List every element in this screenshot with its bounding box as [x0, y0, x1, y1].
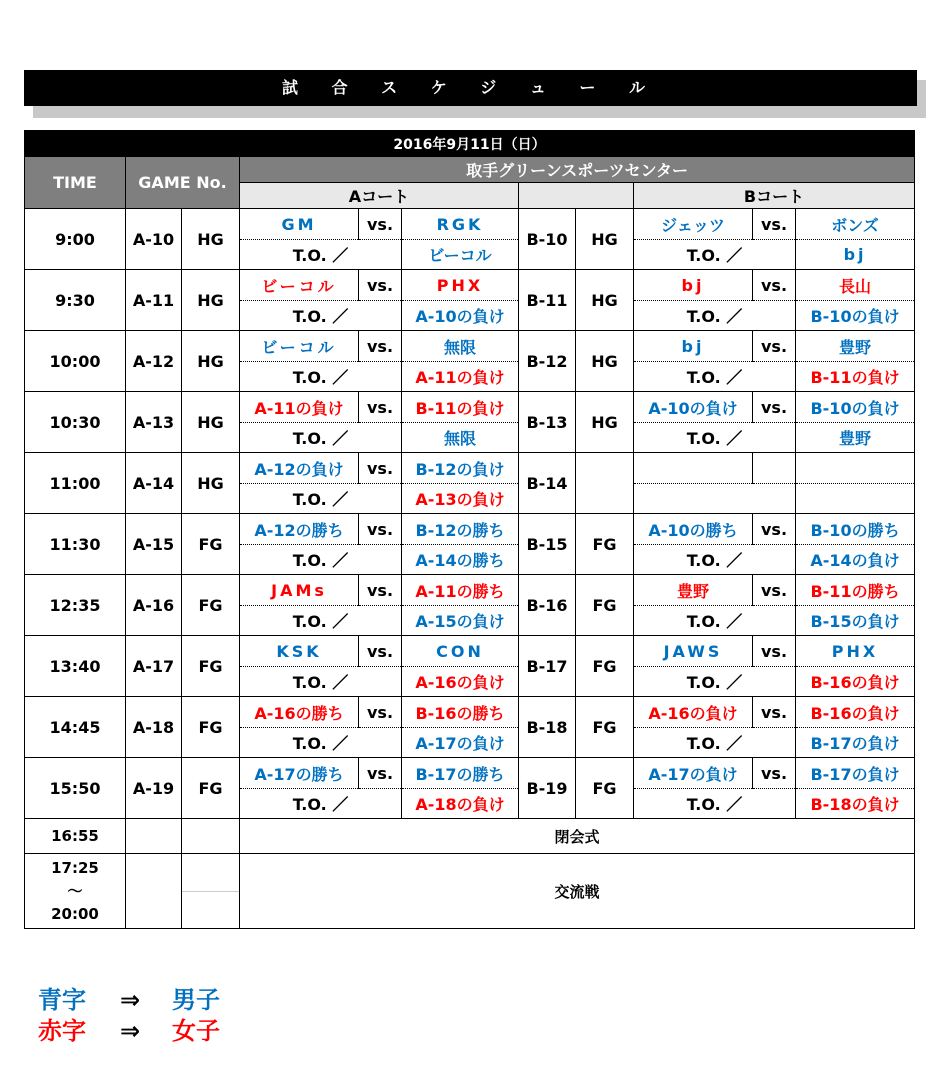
court-b-team-left: A-16の負け — [634, 697, 753, 728]
legend-red-text: 赤字 — [38, 1017, 86, 1045]
legend-men: 男子 — [172, 986, 220, 1014]
court-a-table-official: A-11の負け — [402, 362, 519, 392]
page-title: 試 合 ス ケ ジ ュ ー ル — [24, 70, 917, 106]
color-legend — [38, 985, 220, 1047]
vs-label: vs. — [359, 514, 402, 545]
court-a-table-official: A-10の負け — [402, 301, 519, 331]
court-b-team-left: A-10の勝ち — [634, 514, 753, 545]
game-type-cell: FG — [182, 514, 240, 575]
arrow-icon: ⇒ — [119, 1017, 141, 1045]
court-b-team-right: B-16の負け — [796, 697, 915, 728]
court-a-team-right: B-11の負け — [402, 392, 519, 423]
vs-label: vs. — [753, 270, 796, 301]
table-official-label: T.O. ／ — [240, 545, 402, 575]
table-row — [25, 697, 915, 728]
time-text: ～ — [67, 881, 83, 900]
table-official-label: T.O. ／ — [634, 362, 796, 392]
game-no-cell: B-16 — [519, 575, 576, 636]
court-a-team-left: GM — [240, 209, 359, 240]
court-a-team-left: ビーコル — [240, 331, 359, 362]
court-a-team-right: B-16の勝ち — [402, 697, 519, 728]
table-row — [25, 854, 915, 929]
court-b-header: Bコート — [634, 183, 915, 209]
table-official-label: T.O. ／ — [634, 667, 796, 697]
game-no-cell: B-12 — [519, 331, 576, 392]
vs-label: vs. — [359, 392, 402, 423]
court-b-team-left: A-17の負け — [634, 758, 753, 789]
arrow-icon: ⇒ — [119, 986, 141, 1014]
table-official-label: T.O. ／ — [634, 606, 796, 636]
table-official-label — [634, 484, 796, 514]
court-a-team-right: B-17の勝ち — [402, 758, 519, 789]
court-b-table-official: bj — [796, 240, 915, 270]
game-type-cell: FG — [576, 575, 634, 636]
court-a-table-official: A-14の勝ち — [402, 545, 519, 575]
court-b-table-official: B-15の負け — [796, 606, 915, 636]
court-b-team-right: B-10の勝ち — [796, 514, 915, 545]
court-a-table-official: A-13の負け — [402, 484, 519, 514]
game-type-cell: FG — [182, 636, 240, 697]
court-a-team-right: 無限 — [402, 331, 519, 362]
table-row — [25, 270, 915, 301]
game-no-cell: A-14 — [126, 453, 182, 514]
legend-row-blue — [38, 985, 220, 1016]
time-cell: 9:00 — [25, 209, 126, 270]
game-type-cell: HG — [182, 453, 240, 514]
table-official-label: T.O. ／ — [240, 728, 402, 758]
court-a-team-left: A-17の勝ち — [240, 758, 359, 789]
time-cell: 9:30 — [25, 270, 126, 331]
game-no-cell: A-17 — [126, 636, 182, 697]
vs-label: vs. — [359, 209, 402, 240]
game-no-cell — [126, 819, 182, 854]
vs-label: vs. — [753, 514, 796, 545]
vs-label: vs. — [359, 270, 402, 301]
time-cell: 13:40 — [25, 636, 126, 697]
court-a-team-left: JAMs — [240, 575, 359, 606]
game-no-header: GAME No. — [126, 157, 240, 209]
court-b-table-official — [796, 484, 915, 514]
table-official-label: T.O. ／ — [240, 301, 402, 331]
court-a-table-official: A-18の負け — [402, 789, 519, 819]
game-type-cell: HG — [576, 209, 634, 270]
exchange-match: 交流戦 — [240, 854, 915, 929]
table-official-label: T.O. ／ — [634, 240, 796, 270]
game-type-cell: HG — [182, 392, 240, 453]
game-type-cell: FG — [576, 758, 634, 819]
vs-label: vs. — [753, 697, 796, 728]
table-row — [25, 453, 915, 484]
table-row — [25, 819, 915, 854]
court-a-team-left: KSK — [240, 636, 359, 667]
table-row — [25, 392, 915, 423]
game-no-cell: A-15 — [126, 514, 182, 575]
court-a-table-official: A-16の負け — [402, 667, 519, 697]
time-cell: 15:50 — [25, 758, 126, 819]
court-a-team-right: B-12の負け — [402, 453, 519, 484]
court-a-table-official: ビーコル — [402, 240, 519, 270]
time-cell: 11:30 — [25, 514, 126, 575]
game-type-cell: FG — [182, 697, 240, 758]
table-official-label: T.O. ／ — [240, 423, 402, 453]
court-b-table-official: A-14の負け — [796, 545, 915, 575]
table-official-label: T.O. ／ — [240, 789, 402, 819]
game-no-cell: B-15 — [519, 514, 576, 575]
table-official-label: T.O. ／ — [240, 606, 402, 636]
game-no-cell: B-19 — [519, 758, 576, 819]
court-a-team-right: PHX — [402, 270, 519, 301]
time-cell: 10:00 — [25, 331, 126, 392]
vs-label: vs. — [753, 636, 796, 667]
game-type-cell: HG — [576, 270, 634, 331]
time-cell: 10:30 — [25, 392, 126, 453]
time-text: 17:25 — [51, 858, 99, 877]
time-cell: 14:45 — [25, 697, 126, 758]
game-no-cell: A-12 — [126, 331, 182, 392]
table-row — [25, 331, 915, 362]
game-no-cell: A-10 — [126, 209, 182, 270]
court-a-team-left: A-16の勝ち — [240, 697, 359, 728]
table-official-label: T.O. ／ — [634, 423, 796, 453]
court-b-team-right: PHX — [796, 636, 915, 667]
court-b-team-right: 豊野 — [796, 331, 915, 362]
vs-label: vs. — [359, 697, 402, 728]
game-no-cell: B-17 — [519, 636, 576, 697]
game-no-cell: A-13 — [126, 392, 182, 453]
court-a-team-right: CON — [402, 636, 519, 667]
vs-label: vs. — [359, 453, 402, 484]
table-official-label: T.O. ／ — [634, 789, 796, 819]
court-a-table-official: A-17の負け — [402, 728, 519, 758]
game-no-cell: B-18 — [519, 697, 576, 758]
time-text: 20:00 — [51, 904, 99, 923]
legend-blue-text: 青字 — [38, 986, 86, 1014]
vs-label: vs. — [753, 575, 796, 606]
time-cell: 16:55 — [25, 819, 126, 854]
court-b-table-official: B-11の負け — [796, 362, 915, 392]
court-a-team-right: RGK — [402, 209, 519, 240]
game-type-cell: FG — [576, 697, 634, 758]
time-cell: 11:00 — [25, 453, 126, 514]
legend-row-red — [38, 1016, 220, 1047]
court-a-table-official: 無限 — [402, 423, 519, 453]
table-row — [25, 514, 915, 545]
court-a-team-right: A-11の勝ち — [402, 575, 519, 606]
court-b-table-official: B-18の負け — [796, 789, 915, 819]
table-row — [25, 636, 915, 667]
table-official-label: T.O. ／ — [634, 545, 796, 575]
table-row — [25, 575, 915, 606]
court-a-team-left: A-12の勝ち — [240, 514, 359, 545]
court-b-team-right: B-17の負け — [796, 758, 915, 789]
time-cell — [25, 854, 126, 929]
venue-header: 取手グリーンスポーツセンター — [240, 157, 915, 183]
table-official-label: T.O. ／ — [634, 728, 796, 758]
court-b-team-left: ジェッツ — [634, 209, 753, 240]
game-type-cell: HG — [182, 270, 240, 331]
court-a-team-left: A-12の負け — [240, 453, 359, 484]
table-official-label: T.O. ／ — [240, 362, 402, 392]
vs-label: vs. — [753, 392, 796, 423]
vs-label — [753, 453, 796, 484]
table-official-label: T.O. ／ — [240, 667, 402, 697]
game-type-cell: FG — [576, 514, 634, 575]
vs-label: vs. — [753, 758, 796, 789]
court-b-team-right: B-11の勝ち — [796, 575, 915, 606]
date-header: 2016年9月11日（日） — [25, 131, 915, 157]
game-no-cell — [126, 854, 182, 929]
game-no-cell: A-11 — [126, 270, 182, 331]
court-b-team-right: 長山 — [796, 270, 915, 301]
court-a-table-official: A-15の負け — [402, 606, 519, 636]
game-type-cell: HG — [576, 392, 634, 453]
vs-label: vs. — [359, 331, 402, 362]
game-type-cell — [182, 854, 240, 929]
court-b-team-left: A-10の負け — [634, 392, 753, 423]
game-type-cell: FG — [576, 636, 634, 697]
time-header: TIME — [25, 157, 126, 209]
game-no-cell: A-18 — [126, 697, 182, 758]
game-no-cell: A-19 — [126, 758, 182, 819]
court-b-table-official: B-16の負け — [796, 667, 915, 697]
schedule-table — [24, 130, 915, 929]
game-type-cell: HG — [182, 209, 240, 270]
vs-label: vs. — [359, 636, 402, 667]
court-b-table-official: B-10の負け — [796, 301, 915, 331]
court-b-table-official: 豊野 — [796, 423, 915, 453]
game-type-cell: FG — [182, 758, 240, 819]
court-a-team-right: B-12の勝ち — [402, 514, 519, 545]
court-b-team-left: bj — [634, 270, 753, 301]
vs-label: vs. — [753, 331, 796, 362]
court-a-team-left: A-11の負け — [240, 392, 359, 423]
game-type-cell: HG — [576, 331, 634, 392]
divider — [182, 891, 239, 892]
table-row — [25, 209, 915, 240]
court-gap-header — [519, 183, 634, 209]
table-official-label: T.O. ／ — [240, 484, 402, 514]
court-a-header: Aコート — [240, 183, 519, 209]
court-b-team-left: JAWS — [634, 636, 753, 667]
game-type-cell: HG — [182, 331, 240, 392]
court-a-team-left: ビーコル — [240, 270, 359, 301]
game-no-cell: B-11 — [519, 270, 576, 331]
table-row — [25, 758, 915, 789]
closing-ceremony: 閉会式 — [240, 819, 915, 854]
vs-label: vs. — [359, 575, 402, 606]
legend-women: 女子 — [172, 1017, 220, 1045]
game-no-cell: A-16 — [126, 575, 182, 636]
vs-label: vs. — [359, 758, 402, 789]
court-b-team-left: bj — [634, 331, 753, 362]
court-b-table-official: B-17の負け — [796, 728, 915, 758]
game-no-cell: B-14 — [519, 453, 576, 514]
court-b-team-right — [796, 453, 915, 484]
vs-label: vs. — [753, 209, 796, 240]
game-no-cell: B-10 — [519, 209, 576, 270]
court-b-team-left — [634, 453, 753, 484]
table-official-label: T.O. ／ — [240, 240, 402, 270]
court-b-team-right: B-10の負け — [796, 392, 915, 423]
game-type-cell — [182, 819, 240, 854]
time-cell: 12:35 — [25, 575, 126, 636]
game-no-cell: B-13 — [519, 392, 576, 453]
court-b-team-right: ボンズ — [796, 209, 915, 240]
court-b-team-left: 豊野 — [634, 575, 753, 606]
table-official-label: T.O. ／ — [634, 301, 796, 331]
game-type-cell: FG — [182, 575, 240, 636]
game-type-cell — [576, 453, 634, 514]
